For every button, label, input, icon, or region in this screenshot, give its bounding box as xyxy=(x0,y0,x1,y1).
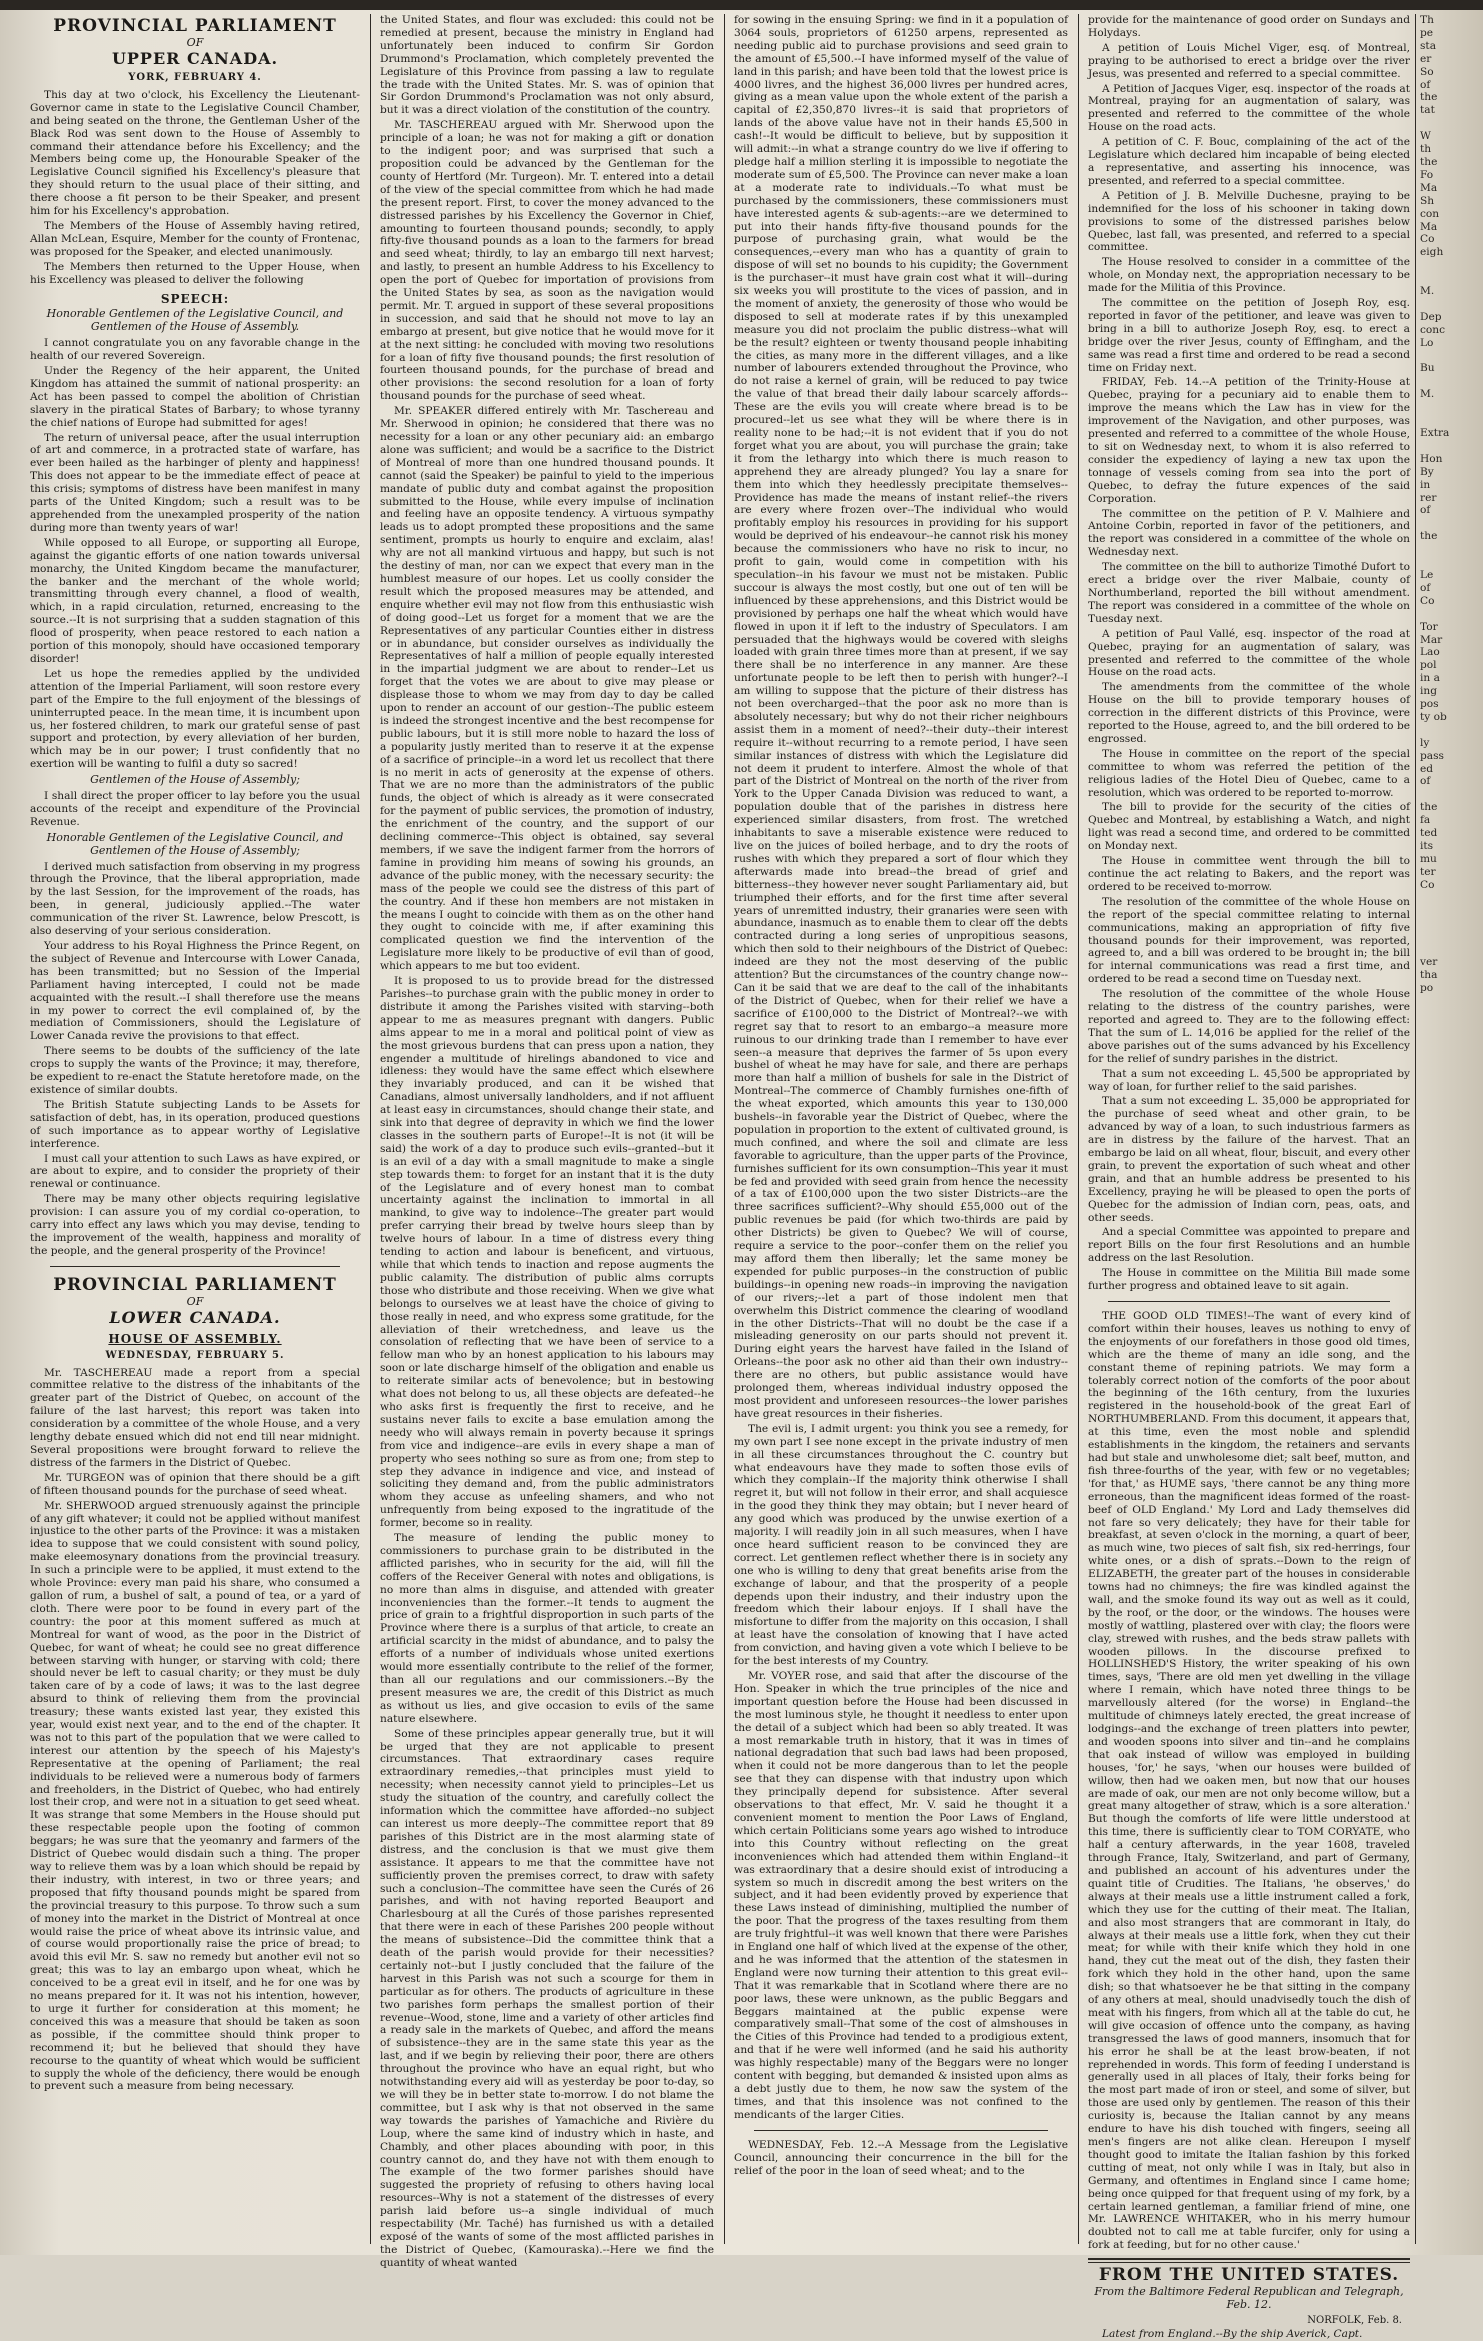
edge-fragment xyxy=(1420,1537,1483,1550)
edge-fragment xyxy=(1420,1098,1483,1111)
edge-fragment xyxy=(1420,1924,1483,1937)
edge-fragment xyxy=(1420,1460,1483,1473)
article-paragraph: The amendments from the committee of the whole House on the bill to provide temporary houses of correction in the different districts of this Province, were reported to the House, agreed to, and the bill ordered to be engrossed. xyxy=(1088,681,1410,745)
edge-fragment: Ma xyxy=(1420,220,1438,233)
speech-paragraph: There seems to be doubts of the sufficiency of the late crops to supply the wants of the Province; it may, therefore, be expedient to re-enact the Statute heretofore made, on the existence of similar doubts. xyxy=(30,1045,360,1096)
article-paragraph: That a sum not exceeding L. 35,000 be appropriated for the purchase of seed wheat and other grain, to be advanced by way of a loan, to such industrious farmers as are in distress by the failure of the harvest. That an embargo be laid on all wheat, flour, biscuit, and every other grain, to prevent the exportation of such wheat and other grain, and that an humble address be presented to his Excellency, praying he will be pleased to open the ports of Quebec for the admission of Indian corn, peas, oats, and other seeds. xyxy=(1088,1095,1410,1224)
edge-fragment: sta xyxy=(1420,39,1437,52)
article-paragraph: The committee on the petition of Joseph Roy, esq. reported in favor of the petitioner, and leave was given to bring in a bill to authorize Joseph Roy, esq. to erect a bridge over the river Jesus, county of Effingham, and the same was read a first time and ordered to be read a second time on Friday next. xyxy=(1088,297,1410,374)
edge-fragment: of xyxy=(1420,78,1431,91)
edge-fragment: Bu xyxy=(1420,362,1435,375)
edge-fragment xyxy=(1420,1292,1483,1305)
edge-fragment xyxy=(1420,1085,1483,1098)
edge-fragment xyxy=(1420,1059,1483,1072)
edge-fragment xyxy=(1420,1963,1483,1976)
edge-fragment xyxy=(1420,401,1483,414)
edge-fragment: conc xyxy=(1420,323,1446,336)
edge-fragment xyxy=(1420,930,1483,943)
edge-fragment xyxy=(1420,1989,1483,2002)
article-paragraph: That a sum not exceeding L. 45,500 be appropriated by way of loan, for further relief to the said parishes. xyxy=(1088,1067,1410,1093)
edge-fragment xyxy=(1420,724,1483,737)
article-paragraph: A Petition of Jacques Viger, esq. inspector of the roads at Montreal, praying for an augmentation of salary, was presented and referred to the committee of the whole House on the road acts. xyxy=(1088,82,1410,134)
edge-fragment xyxy=(1420,1008,1483,1021)
edge-fragment xyxy=(1420,272,1483,285)
edge-fragment xyxy=(1420,608,1483,621)
article-paragraph: The House in committee on the Militia Bill made some further progress and obtained leave to sit again. xyxy=(1088,1267,1410,1293)
edge-fragment: Th xyxy=(1420,14,1434,26)
article-paragraph: It is proposed to us to provide bread for the distressed Parishes--to purchase grain with the public money in order to distribute it among the Parishes visited with starving--both appear to me as measures pregnant with dangers. Public alms appear to me in a moral and political point of view as the most grievous burdens that can press upon a nation, they engender a multitude of hirelings abandoned to vice and idleness: they would have the same effect which elsewhere they invariably produced, and can it be wished that Canadians, almost universally landholders, and if not affluent at least easy in circumstances, should change their state, and sink into that degree of depravity in which we find the lower classes in the southern parts of Europe!--It is not (it will be said) the work of a day to produce such evils--granted--but it is an evil of a day with a small magnitude to make a single step towards them: to forget for an instant that it is the duty of the Legislature and of every honest man to combat uncertainty against the inclination to immortal in all mankind, to give way to indolence--The greater part would prefer carrying their bread by twelve hours sleep than by twelve hours of labour. In a time of distress every thing tending to action and labour is beneficent, and virtuous, while that which tends to inaction and repose augments the public calamity. The distribution of public alms corrupts those who distribute and those receiving. When we give what belongs to ourselves we at least have the choice of giving to those really in need, and who express some gratitude, for the alleviation of their wretchedness, and leave us the consolation of reflecting that we have been of service to a fellow man who by an honest application to his labours may soon or late discharge himself of the obligation and enable us to reiterate similar acts of benevolence; but in bestowing what does not belong to us, all these objects are defeated--he who asks first is frequently the first to receive, and he sustains never fails to excite a base emulation among the needy who will always remain in poverty because it springs from vice and indigence--are evils in every shape a man of property who sees nothing so sure as from one; from step to step they advance in indigence and vice, and instead of soliciting they demand and, from the public administrators whom they accuse as unfeeling shamers, and who not unfrequently from being exposed to the ingratitude of the former, become so in reality. xyxy=(380,975,714,1530)
edge-fragment: ed xyxy=(1420,762,1434,775)
edge-fragment xyxy=(1420,259,1483,272)
edge-fragment xyxy=(1420,1937,1483,1950)
edge-fragment: pass xyxy=(1420,749,1444,762)
edge-fragment xyxy=(1420,1498,1483,1511)
article-paragraph: Mr. VOYER rose, and said that after the discourse of the Hon. Speaker in which the true principles of the nice and important question before the House had been discussed in the most luminous style, he thought it needless to enter upon the detail of a subject which had been so ably treated. It was a most remarkable truth in history, that it was in times of national degradation that such bad laws had been proposed, when it could not be more dangerous than to let the people see that they can dispense with that industry upon which they principally depend for subsistence. After several observations to that effect, Mr. V. said he thought it a convenient moment to mention the Poor Laws of England, which certain Politicians some years ago wished to introduce into this Country without reflecting on the great inconveniences which had attended them within England--it was extraordinary that a desire should exist of introducing a system so much in discredit among the best writers on the subject, and it had been evidently proved by experience that these Laws instead of diminishing, multiplied the number of the poor. That the progress of the taxes resulting from them are truly frightful--it was well known that there were Parishes in England one half of which lived at the expense of the other, and he was informed that the attention of the statesmen in England were now turning their attention to this great evil--That it was remarkable that in Scotland where there are no poor laws, these were unknown, as the public Beggars and Beggars maintained at the public expense were comparatively small--That some of the cost of almshouses in the Cities of this Province had tended to a prodigious extent, and that if he were well informed (and he said his authority was highly respectable) many of the Beggars were no longer content with begging, but demanded & insisted upon alms as a debt justly due to them, he now saw the system of the times, and that this insolence was not confined to the mendicants of the larger Cities. xyxy=(734,1670,1068,2121)
column-3 xyxy=(734,14,1068,2249)
lower-canada-masthead xyxy=(30,1275,360,1327)
edge-fragment: of xyxy=(1420,775,1431,788)
edge-fragment xyxy=(1420,892,1483,905)
edge-fragment xyxy=(1420,1589,1483,1602)
edge-fragment xyxy=(1420,1227,1483,1240)
article-paragraph: Mr. TASCHEREAU argued with Mr. Sherwood upon the principle of a loan; he was not for making a gift or donation to the indigent poor; and was surprised that such a proposition could be advanced by the Gentleman for the county of Hertford (Mr. Turgeon). Mr. T. entered into a detail of the view of the special committee from which he had made the present report. First, to cover the money advanced to the distressed parishes by his Excellency the Governor in Chief, amounting to fourteen thousand pounds; secondly, to apply fifty-five thousand pounds as a loan to the farmers for bread and seed wheat; thirdly, to lay an embargo till next harvest; and lastly, to present an humble Address to his Excellency to open the port of Quebec for importation of provisions from the United States by sea, as soon as the navigation would permit. Mr. T. argued in support of these several propositions in succession, and said that he should not move to lay an embargo at present, but give notice that he would move for it at the next sitting: he concluded with moving two resolutions for a loan of fifty five thousand pounds; the first resolution of fourteen thousand pounds, for the purchase of bread and other provisions: the second resolution for a loan of forty thousand pounds for the purchase of seed wheat. xyxy=(380,119,714,403)
article-paragraph: the United States, and flour was excluded: this could not be remedied at present, because the ministry in England had unfortunately been induced to confirm Sir Gordon Drummond's Proclamation, which completely prevented the Legislature of this Province from passing a law to regulate the trade with the United States. Mr. S. was of opinion that Sir Gordon Drummond's Proclamation was not only absurd, but it was a direct violation of the constitution of the country. xyxy=(380,14,714,117)
masthead-line-1: PROVINCIAL PARLIAMENT xyxy=(53,1274,337,1295)
edge-fragment: Co xyxy=(1420,594,1435,607)
article-paragraph: Mr. SHERWOOD argued strenuously against the principle of any gift whatever; it could not be applied without manifest injustice to the other parts of the Province: it was a mistaken idea to suppose that we could consistent with sound policy, make eleemosynary donations from the provincial treasury. In such a principle were to be applied, it must extend to the whole Province: every man paid his share, who consumed a gallon of rum, a bushel of salt, a pound of tea, or a yard of cloth. There were poor to be found in every part of the country: the poor at this moment suffered as much at Montreal for want of wood, as the poor in the District of Quebec, for want of wheat; he could see no great difference between starving with hunger, or starving with cold; there should never be left to casual charity; or they must be duly taken care of by a code of laws; it was to the last degree absurd to think of relieving them from the provincial treasury; these wants existed last year, they existed this year, would exist next year, and to the end of the chapter. It was not to this part of the population that we were called to interest our attention by the speech of his Majesty's Representative at the opening of Parliament; the real individuals to be relieved were a numerous body of farmers and freeholders, in the District of Quebec, who had entirely lost their crop, and were not in a situation to get seed wheat. It was strange that some Members in the House should put these respectable people upon the footing of common beggars; he was sure that the yeomanry and farmers of the District of Quebec would disdain such a thing. The proper way to relieve them was by a loan which should be repaid by their industry, with interest, in two or three years; and proposed that fifty thousand pounds might be spared from the provincial treasury to this purpose. To throw such a sum of money into the market in the District of Montreal at once would raise the price of wheat above its intrinsic value, and of course would proportionally raise the price of bread; to avoid this evil Mr. S. saw no remedy but another evil not so great; this was to lay an embargo upon wheat, which he conceived to be a great evil in itself, and he for one was by no means prepared for it. It was not his intention, however, to urge it further for consideration at this moment; he conceived this was a measure that should be taken as soon as possible, if the committee should think proper to recommend it; but he believed that should they have recourse to the quantity of wheat which would be sufficient to supply the whole of the deficiency, there would be enough to prevent such a measure from being necessary. xyxy=(30,1499,360,2093)
edge-fragment xyxy=(1420,1279,1483,1292)
edge-fragment xyxy=(1420,1885,1483,1898)
edge-fragment: rer xyxy=(1420,491,1437,504)
masthead-line-3: UPPER CANADA. xyxy=(111,49,279,68)
edge-fragment xyxy=(1420,1472,1483,1485)
edge-fragment xyxy=(1420,1782,1483,1795)
edge-fragment: of xyxy=(1420,581,1431,594)
article-paragraph: The evil is, I admit urgent: you think you see a remedy, for my own part I see none except in the private industry of men in all these circumstances throughout the C. country but what endeavours have they made to soften those evils of which they complain--If the majority think otherwise I shall regret it, but will not follow in their error, and shall acquiesce in the good they think they may obtain; but I never heard of any good which was produced by the unwise exertion of a majority. I will readily join in all such measures, when I have once heard sufficient reason to be convinced they are correct. Let gentlemen reflect whether there is in society any one who is willing to deny that great benefits arise from the exchange of labour, and that the prosperity of a people depends upon their industry, and their industry upon the freedom which their labour enjoys. If I shall have the misfortune to differ from the majority on this occasion, I shall at least have the consolation of knowing that I have acted from conviction, and having given a vote which I believe to be for the best interests of my Country. xyxy=(734,1422,1068,1668)
article-paragraph: Mr. TASCHEREAU made a report from a special committee relative to the distress of the inhabitants of the greater part of the District of Quebec, on account of the failure of the last harvest; this report was taken into consideration by a committee of the whole House, and a very lengthy debate ensued which did not end till near midnight. Several propositions were brought forward to relieve the distress of the farmers in the District of Quebec. xyxy=(30,1366,360,1469)
speech-paragraph: The return of universal peace, after the usual interruption of art and commerce, in a protracted state of warfare, has ever been hailed as the harbinger of plenty and happiness! This does not appear to be the immediate effect of peace at this crisis; symptoms of distress have been manifest in many parts of the United Kingdom; such a result was to be apprehended from the unexampled prosperity of the nation during more than twenty years of war! xyxy=(30,431,360,534)
house-of-assembly-heading: HOUSE OF ASSEMBLY. xyxy=(108,1331,282,1346)
edge-fragment xyxy=(1420,1163,1483,1176)
norfolk-dateline: NORFOLK, Feb. 8. xyxy=(1307,2314,1402,2326)
edge-fragment: er xyxy=(1420,52,1432,65)
article-paragraph: The committee on the bill to authorize Timothé Dufort to erect a bridge over the river Malbaie, county of Northumberland, reported the bill without amendment. The report was considered in a committee of the whole on Tuesday next. xyxy=(1088,561,1410,625)
edge-fragment xyxy=(1420,1343,1483,1356)
edge-fragment xyxy=(1420,1873,1483,1886)
speech-paragraph: While opposed to all Europe, or supporting all Europe, against the gigantic efforts of one nation towards universal monarchy, the United Kingdom became the manufacturer, the banker and the merchant of the whole world; transmitting through every channel, a flood of wealth, which, in a rapid circulation, returned, encreasing to the source.--It is not surprising that a sudden stagnation of this flood of prosperity, when peace restored to each nation a portion of this monopoly, should have occasioned temporary disorder! xyxy=(30,536,360,665)
article-paragraph: This day at two o'clock, his Excellency the Lieutenant-Governor came in state to the Legislative Council Chamber, and being seated on the throne, the Gentleman Usher of the Black Rod was sent down to the House of Assembly to command their attendance before his Excellency; and the Members being come up, the Honourable Speaker of the Legislative Council signified his Excellency's pleasure that they should return to the usual place of their sitting, and there choose a fit person to be their Speaker, and present him for his Excellency's approbation. xyxy=(30,88,360,218)
article-paragraph: The resolution of the committee of the whole House relating to the distress of the country parishes, were reported and agreed to. They are to the following effect: That the sum of L. 14,016 be applied for the relief of the above parishes out of the sums advanced by his Excellency for the relief of sundry parishes in the district. xyxy=(1088,988,1410,1065)
edge-fragment: mu xyxy=(1420,852,1437,865)
edge-fragment: Ma xyxy=(1420,181,1438,194)
edge-fragment: Dep xyxy=(1420,310,1442,323)
article-paragraph: Mr. SPEAKER differed entirely with Mr. Taschereau and Mr. Sherwood in opinion; he considered that there was no necessity for a loan or any other pecuniary aid: an embargo alone was sufficient; and would be a sacrifice to the District of Montreal of more than one hundred thousand pounds. It cannot (said the Speaker) be painful to yield to the imperious mandate of public duty and combat against the proposition submitted to the House, while every impulse of inclination and feeling have an opposite tendency. A virtuous sympathy leads us to adopt prompted these propositions and the same sentiment, prompts us hourly to enquire and exclaim, alas! why are not all mankind virtuous and happy, but such is not the destiny of man, nor can we expect that every man in the humblest measure of our hopes. Let us coolly consider the result which the proposed measures may be attended, and enquire whether evil may not flow from this enthusiastic wish of doing good--Let us forget for a moment that we are the Representatives of any particular Counties either in distress or in abundance, but consider ourselves as individually the Representatives of half a million of people equally interested in the impartial judgment we are about to render--Let us forget that the votes we are about to give may please or displease those to whom we may from day to day be called upon to render an account of our gestion--The public esteem is indeed the strongest incentive and the best recompense for public labours, but it is still more noble to hazard the loss of a popularity justly merited than to reserve it at the expense of a sacrifice of principle--in a word let us recollect that there is no merit in acts of generosity at the expense of others. That we are no more than the administrators of the public funds, the object of which is already as it were consecrated for the payment of public services, the promotion of industry, the enrichment of the country, and the support of our declining commerce--This object is obtained, say several members, if we save the indigent farmer from the horrors of famine in providing him means of sowing his grounds, an advance of the public money, with the necessary security: the mass of the people we could see the distress of this part of the country. And if these hon members are not mistaken in the means I ought to coincide with them as on the other hand they ought to coincide with me, if after examining this complicated question we find the intervention of the Legislature more likely to be productive of evil than of good, which appears to me but too evident. xyxy=(380,405,714,973)
column-1 xyxy=(30,14,360,2249)
article-paragraph: And a special Committee was appointed to prepare and report Bills on the four first Resolutions and an humble address on the last Resolution. xyxy=(1088,1226,1410,1265)
article-paragraph: The Members then returned to the Upper House, when his Excellency was pleased to deliver the following xyxy=(30,260,360,286)
dateline-wednesday: WEDNESDAY, FEBRUARY 5. xyxy=(105,1349,285,1361)
column-rule xyxy=(1078,14,1079,2244)
article-paragraph: A petition of C. F. Bouc, complaining of the act of the Legislature which declared him incapable of being elected a representative, and asserting his innocence, was presented, and referred to a special committee. xyxy=(1088,136,1410,187)
edge-fragment xyxy=(1420,917,1483,930)
edge-fragment xyxy=(1420,375,1483,388)
edge-fragment xyxy=(1420,1201,1483,1214)
edge-fragment xyxy=(1420,1705,1483,1718)
edge-fragment xyxy=(1420,1821,1483,1834)
section-divider xyxy=(50,1266,340,1267)
edge-fragment xyxy=(1420,1188,1483,1201)
masthead-line-1: PROVINCIAL PARLIAMENT xyxy=(53,16,337,36)
edge-fragment xyxy=(1420,1047,1483,1060)
edge-fragment xyxy=(1420,1434,1483,1447)
edge-fragment xyxy=(1420,1137,1483,1150)
edge-fragment xyxy=(1420,1756,1483,1769)
edge-fragment: its xyxy=(1420,840,1434,852)
edge-fragment xyxy=(1420,1369,1483,1382)
edge-fragment xyxy=(1420,1266,1483,1279)
edge-fragment xyxy=(1420,1447,1483,1460)
edge-fragment xyxy=(1420,1692,1483,1705)
article-paragraph: The Members of the House of Assembly having retired, Allan McLean, Esquire, Member for the county of Frontenac, was proposed for the Speaker, and elected unanimously. xyxy=(30,219,360,258)
edge-fragment: Lo xyxy=(1420,336,1434,349)
edge-fragment xyxy=(1420,905,1483,918)
edge-fragment xyxy=(1420,1769,1483,1782)
column-2 xyxy=(380,14,714,2269)
speech-paragraph: The British Statute subjecting Lands to be Assets for satisfaction of debt, has, in its operation, produced questions of such importance as to appear worthy of Legislative interference. xyxy=(30,1098,360,1150)
edge-fragment: Le xyxy=(1420,568,1434,581)
edge-fragment xyxy=(1420,1021,1483,1034)
edge-fragment xyxy=(1420,1576,1483,1589)
edge-fragment xyxy=(1420,1950,1483,1963)
edge-fragment xyxy=(1420,440,1483,453)
edge-fragment xyxy=(1420,1614,1483,1627)
speech-heading: SPEECH: xyxy=(160,291,230,306)
edge-fragment xyxy=(1420,1731,1483,1744)
edge-fragment: W xyxy=(1420,130,1431,143)
article-paragraph: A petition of Paul Vallé, esq. inspector of the road at Quebec, praying for an augmentation of salary, was presented and referred to the committee of the whole House on the road acts. xyxy=(1088,627,1410,679)
edge-fragment: M. xyxy=(1420,388,1435,401)
edge-fragment xyxy=(1420,1666,1483,1679)
edge-fragment xyxy=(1420,1214,1483,1227)
article-paragraph: Mr. TURGEON was of opinion that there should be a gift of fifteen thousand pounds for the purchase of seed wheat. xyxy=(30,1471,360,1497)
edge-fragment xyxy=(1420,1563,1483,1576)
article-paragraph: A Petition of J. B. Melville Duchesne, praying to be indemnified for the loss of his schooner in taking down provisions to some of the distressed parishes below Quebec, last fall, was presented, and referred to a special committee. xyxy=(1088,189,1410,254)
edge-fragment xyxy=(1420,298,1483,311)
edge-fragment xyxy=(1420,1356,1483,1369)
edge-fragment: By xyxy=(1420,465,1434,478)
edge-fragment xyxy=(1420,1653,1483,1666)
edge-fragment: tha xyxy=(1420,969,1438,982)
edge-fragment: Hon xyxy=(1420,452,1443,465)
speech-paragraph: I shall direct the proper officer to lay before you the usual accounts of the receipt and expenditure of the Provincial Revenue. xyxy=(30,790,360,828)
edge-fragment: fa xyxy=(1420,814,1431,827)
edge-fragment xyxy=(1420,1408,1483,1421)
edge-fragment: M. xyxy=(1420,285,1435,298)
article-paragraph: A petition of Louis Michel Viger, esq. of Montreal, praying to be authorised to erect a bridge over the river Jesus, was presented and referred to a special committee. xyxy=(1088,41,1410,80)
edge-fragment: the xyxy=(1420,801,1438,814)
speech-paragraph: I must call your attention to such Laws as have expired, or are about to expire, and to consider the propriety of their renewal or continuance. xyxy=(30,1152,360,1191)
edge-fragment xyxy=(1420,1847,1483,1860)
edge-fragment xyxy=(1420,1253,1483,1266)
dateline-york: YORK, FEBRUARY 4. xyxy=(128,72,262,83)
edge-fragment xyxy=(1420,1627,1483,1640)
edge-fragment xyxy=(1420,1718,1483,1731)
edge-fragment: pol xyxy=(1420,659,1437,672)
edge-fragment xyxy=(1420,1743,1483,1756)
article-paragraph: FRIDAY, Feb. 14.--A petition of the Trinity-House at Quebec, praying for a pecuniary aid to enable them to improve the means which the Law has in view for the improvement of the Navigation, and other purposes, was presented and referred to a committee of the whole House, to sit on Wednesday next, to whom it is also referred to consider the expediency of laying a new tax upon the tonnage of vessels coming from sea into the port of Quebec, to defray the future expences of the said Corporation. xyxy=(1088,376,1410,505)
article-paragraph: provide for the maintenance of good order on Sundays and Holydays. xyxy=(1088,14,1410,39)
edge-fragment xyxy=(1420,1034,1483,1047)
edge-fragment xyxy=(1420,543,1483,556)
edge-fragment xyxy=(1420,1601,1483,1614)
edge-fragment xyxy=(1420,1808,1483,1821)
edge-fragment xyxy=(1420,1679,1483,1692)
edge-fragment xyxy=(1420,1330,1483,1343)
edge-fragment: of xyxy=(1420,504,1431,517)
edge-fragment xyxy=(1420,1485,1483,1498)
edge-fragment: Co xyxy=(1420,878,1435,891)
clipped-edge-column xyxy=(1420,14,1483,2249)
edge-fragment: Mar xyxy=(1420,633,1443,646)
edge-fragment xyxy=(1420,1382,1483,1395)
speech-address: Gentlemen of the House of Assembly; xyxy=(90,773,300,787)
article-paragraph: The House in committee on the report of the special committee to whom was referred the petition of the religious ladies of the Hotel Dieu of Quebec, came to a resolution, which was ordered to be reported to-morrow. xyxy=(1088,747,1410,799)
edge-fragment: the xyxy=(1420,155,1438,168)
latest-from-england: Latest from England.--By the ship Averick, Capt. xyxy=(1102,2327,1363,2340)
edge-fragment xyxy=(1420,1150,1483,1163)
edge-fragment xyxy=(1420,517,1483,530)
edge-fragment: th xyxy=(1420,143,1432,156)
article-paragraph: The committee on the petition of P. V. Malhiere and Antoine Corbin, reported in favor of the petitioners, and the report was considered in a committee of the whole on Wednesday next. xyxy=(1088,507,1410,559)
edge-fragment xyxy=(1420,1834,1483,1847)
edge-fragment: Co xyxy=(1420,233,1435,246)
column-rule xyxy=(724,14,725,2244)
edge-fragment xyxy=(1420,1911,1483,1924)
edge-fragment: ver xyxy=(1420,956,1438,969)
article-paragraph: The resolution of the committee of the whole House on the report of the special committee relating to internal communications, making an appropriation of fifty five thousand pounds for their improvement, was reported, agreed to, and a bill was ordered to be brought in; the bill for internal communications was read a first time, and ordered to be read a second time on Tuesday next. xyxy=(1088,895,1410,986)
united-states-heading: FROM THE UNITED STATES. xyxy=(1098,2265,1400,2286)
edge-fragment xyxy=(1420,995,1483,1008)
edge-fragment: ing xyxy=(1420,685,1437,698)
edge-fragment: eigh xyxy=(1420,246,1444,259)
section-divider xyxy=(1108,1301,1390,1302)
article-paragraph: The bill to provide for the security of the cities of Quebec and Montreal, by establishing a Watch, and night light was read a second time, and ordered to be committed on Monday next. xyxy=(1088,801,1410,853)
edge-fragment xyxy=(1420,117,1483,130)
united-states-source: From the Baltimore Federal Republican and Telegraph, Feb. 12. xyxy=(1094,2285,1404,2311)
edge-fragment: Lao xyxy=(1420,646,1440,659)
edge-fragment: the xyxy=(1420,91,1438,104)
masthead-line-2: OF xyxy=(186,36,204,49)
edge-fragment xyxy=(1420,1795,1483,1808)
edge-fragment xyxy=(1420,1395,1483,1408)
column-rule xyxy=(370,14,371,2244)
edge-fragment xyxy=(1420,1318,1483,1331)
edge-fragment xyxy=(1420,414,1483,427)
edge-fragment: ty ob xyxy=(1420,710,1447,723)
edge-fragment: ly xyxy=(1420,736,1430,749)
edge-fragment: the xyxy=(1420,530,1438,543)
edge-fragment xyxy=(1420,1860,1483,1873)
upper-canada-masthead xyxy=(30,16,360,68)
edge-fragment xyxy=(1420,1176,1483,1189)
edge-fragment xyxy=(1420,1511,1483,1524)
masthead-line-3: LOWER CANADA. xyxy=(109,1307,281,1327)
article-paragraph: for sowing in the ensuing Spring: we find in it a population of 3064 souls, proprietors of 61250 arpens, represented as needing public aid to purchase provisions and seed grain to the amount of £5,500.--I have informed myself of the value of land in this parish; and have been told that the lowest price is 4000 livres, and the highest 36,000 livres per hundred acres, giving as a mean value upon the whole extent of the parish a capital of £2,350,870 livres--it is said that proprietors of lands of the above value have not in their hands £5,500 in cash!--It would be difficult to believe, but by supposition it will admit:--in what a strange country do we live if offering to pledge half a million sterling it is impossible to negotiate the moderate sum of £5,500. The Province can never make a loan at a moderate rate to individuals.--To what must be purchased by the commissioners, these commissioners must have interested agents & sub-agents:--are we determined to put into their hands fifty-five thousand pounds for the purpose of purchasing grain, what would be the consequences,--every man who has a quantity of grain to dispose of will set no bounds to his cupidity; the Government is the purchaser--it must have grain cost what it will--during six weeks you will prostitute to the vices of passion, and in the moment of anxiety, the generosity of those who would be disposed to sell at moderate rates if by this unexampled measure you did not proclaim the public distress--what will be the result? eighteen or twenty thousand people inhabiting the cities, as many more in the different villages, and a like number of labourers extended throughout the Province, who do not raise a kernel of grain, will be reduced to pay twice the value of that bread their daily labour scarcely affords--These are the evils you will create where bread is to be procured--let us see what they will be where there is in reality none to be had;--it is not evident that if you do not forget what you are about, you will purchase the grain; take it from the lethargy into which there is much reason to apprehend they are already plunged? You lay a snare for them into which they heedlessly precipitate themselves--Providence has made the means of instant relief--the rivers are every where frozen over--The individual who would profitably employ his resources in providing for his support would be deprived of his endeavour--he cannot risk his money because the commissioners who have no risk to incur, no profit to gain, would come in competition with his speculation--in his favour we must not be mistaken. Public succour is always the most costly, but one out of ten will be influenced by these apprehensions, and this District would be provisioned by perhaps one half the wheat which would have flowed in upon it if left to the industry of Speculators. I am persuaded that the highways would be covered with sleighs loaded with grain three times more than at present, if we say there shall be no interference in any manner. Are these unfortunate people to be left then to perish with hunger?--I am willing to suppose that the picture of their distress has not been overcharged--that the poor ask no more than is absolutely necessary; but why do not their richer neighbours assist them in a moment of need?--their duty--their interest require it--without recurring to a remote period, I have seen similar instances of distress with which the Legislature did not deem it prudent to interfere. Almost the whole of that part of the District of Montreal on the north of the river from York to the Upper Canada Division was reduced to want, a population double that of the parishes in distress here experienced similar disasters, from frost. The wretched inhabitants to save a miserable existence were reduced to live on the juices of boiled herbage, and to dry the roots of rushes with which they prepared a sort of flour which they afterwards made into bread--the bread of grief and bitterness--they however never sought Parliamentary aid, but triumphed their efforts, and for the first time after several years of unremitted industry, their granaries were seen with abundance, inasmuch as to enable them to clear off the debts contracted during a long series of unpropitious seasons, which then sold to their neighbours of the District of Quebec: indeed are they not the most deserving of the public attention? But the circumstances of the country change now--Can it be said that we are deaf to the call of the inhabitants of the District of Quebec, when for their relief we have a sacrifice of £100,000 to the District of Montreal?--we with regret say that to resort to an embargo--a measure more ruinous to our drinking trade than I remember to have ever seen--a measure that deprives the farmer of 5s upon every bushel of wheat he may have for sale, and there are perhaps more than half a million of bushels for sale in the District of Montreal--The commerce of Chambly furnishes one-fifth of the wheat exported, which amounts this year to 130,000 bushels--in favorable year the District of Quebec, where the population in proportion to the extent of cultivated ground, is much confined, and where the soil and climate are less favorable to agriculture, than the upper parts of the Province, furnishes sufficient for its own consumption--This year it must be fed and provided with seed grain from hence the necessity of a tax of £100,000 upon the two sister Districts--are the three sacrifices sufficient?--Why should £55,000 out of the public revenues be paid (for which two-thirds are paid by other Districts) be given to Quebec? We will of course, require a service to the poor--confer them on the relief you may afford them then liberally; let the same money be expended for public purposes--in the construction of public buildings--in opening new roads--in improving the navigation of our rivers;--let a part of those indolent men that overwhelm this District commence the clearing of woodland in the other Districts--That will no doubt be the case if a misleading generosity on our parts should not prevent it. During eight years the harvest have failed in the Island of Orleans--the poor ask no other aid than their own industry--there are no others, but public assistance would have prolonged them, whereas individual industry opposed the most provident and unforeseen resources--the lower parishes have great resources in their fisheries. xyxy=(734,14,1069,1420)
good-old-times-article: THE GOOD OLD TIMES!--The want of every kind of comfort within their houses, leaves us nothing to envy of the enjoyments of our forefathers in those good old times, which are the theme of many an idle song, and the constant theme of repining patriots. We may form a tolerably correct notion of the comforts of the poor about the beginning of the 16th century, from the luxuries registered in the household-book of the great Earl of NORTHUMBERLAND. From this document, it appears that, at this time, even the most noble and splendid establishments in the kingdom, the retainers and servants had but stale and unwholesome diet; salt beef, mutton, and fish three-fourths of the year, with few or no vegetables; 'for that,' as HUME says, 'there cannot be any thing more erroneous, than the magnificent ideas formed of the roast-beef of OLD England.' My Lord and Lady themselves did not fare so very delicately; they have for their table for breakfast, at seven o'clock in the morning, a quart of beer, as much wine, two pieces of salt fish, six red-herrings, four white ones, or a dish of sprats.--Down to the reign of ELIZABETH, the greater part of the houses in considerable towns had no chimneys; the fire was kindled against the wall, and the smoke found its way out as well as it could, by the roof, or the door, or the windows. The houses were mostly of wattling, plastered over with clay; the floors were clay, strewed with rushes, and the beds straw pallets with wooden pillows. In the discourse prefixed to HOLLINSHED'S History, the writer speaking of his own times, says, 'There are old men yet dwelling in the village where I remain, which have noted three things to be marvellously altered (for the worse) in England--the multitude of chimneys lately erected, the great increase of lodgings--and the exchange of treen platters into pewter, and wooden spoons into silver and tin--and he complains that oak instead of willow was employed in building houses, 'for,' he says, 'when our houses were builded of willow, then had we oaken men, but now that our houses are made of oak, our men are not only become willow, but a great many altogether of straw, which is a sore alteration.' But though the comforts of life were little understood at this time, there is sufficiently clear to TOM CORYATE, who half a century afterwards, in the year 1608, traveled through France, Italy, Switzerland, and part of Germany, and published an account of his adventures under the quaint title of Crudities. The Italians, 'he observes,' do always at their meals use a little instrument called a fork, which they use for the cutting of their meat. The Italian, and also most strangers that are commorant in Italy, do always at their meals use a little fork, when they cut their meat; for while with their knife which they hold in one hand, they cut the meat out of the dish, they fasten their fork which they hold in the other hand, upon the same dish; so that whatsoever he be that sitting in the company of any others at meal, should unadvisedly touch the dish of meat with his fingers, from which all at the table do cut, he will give occasion of offence unto the company, as having transgressed the laws of good manners, insomuch that for his error he shall be at the least brow-beaten, if not reprehended in words. This form of feeding I understand is generally used in all places of Italy, their forks being for the most part made of iron or steel, and some of silver, but those are used only by gentlemen. The reason of this their curiosity is, because the Italian cannot by any means endure to have his dish touched with fingers, seeing all men's fingers are not alike clean. Hereupon I myself thought good to imitate the Italian fashion by this forked cutting of meat, not only while I was in Italy, but also in Germany, and oftentimes in England since I came home; being once quipped for that frequent using of my fork, by a certain learned gentleman, a familiar friend of mine, one Mr. LAWRENCE WHITAKER, who in his merry humour doubted not to call me at table furcifer, only for using a fork at feeding, but for no other cause.' xyxy=(1088,1310,1411,2252)
speech-address: Honorable Gentlemen of the Legislative Council, and Gentlemen of the House of Assembly. xyxy=(46,307,344,334)
section-divider xyxy=(754,2130,1048,2131)
edge-fragment xyxy=(1420,1111,1483,1124)
article-paragraph: The House in committee went through the bill to continue the act relating to Bakers, and the report was ordered to be received to-morrow. xyxy=(1088,855,1410,893)
speech-paragraph: There may be many other objects requiring legislative provision: I can assure you of my cordial co-operation, to carry into effect any laws which you may devise, tending to the improvement of the wealth, happiness and morality of the people, and the general prosperity of the Province! xyxy=(30,1193,360,1257)
edge-fragment xyxy=(1420,1124,1483,1137)
edge-fragment xyxy=(1420,556,1483,569)
edge-fragment xyxy=(1420,1421,1483,1434)
edge-fragment xyxy=(1420,1072,1483,1085)
speech-address: Honorable Gentlemen of the Legislative Council, and Gentlemen of the House of Assembly; xyxy=(46,830,344,857)
edge-fragment xyxy=(1420,1640,1483,1653)
article-paragraph: The House resolved to consider in a committee of the whole, on Monday next, the appropriation necessary to be made for the Militia of this Province. xyxy=(1088,256,1410,295)
edge-fragment: Fo xyxy=(1420,168,1434,181)
edge-fragment: Extra xyxy=(1420,427,1450,439)
edge-fragment: pos xyxy=(1420,698,1439,711)
article-paragraph: The measure of lending the public money to commissioners to purchase grain to be distributed in the afflicted parishes, who in security for the aid, will fill the coffers of the Receiver General with notes and obligations, is no more than alms in disguise, and attended with greater inconveniencies than the former.--It tends to augment the price of grain to a frightful disproportion in such parts of the Province where there is a surplus of that article, to create an artificial scarcity in the midst of abundance, and to palsy the efforts of a number of individuals whose united exertions would more essentially contribute to the relief of the former, than all our regulations and our commissioners.--By the present measures we are, the credit of this District as much as without us lies, and give occasion to evils of the same nature elsewhere. xyxy=(380,1532,714,1725)
edge-fragment xyxy=(1420,1550,1483,1563)
edge-fragment: ted xyxy=(1420,827,1438,840)
edge-fragment: con xyxy=(1420,207,1440,220)
double-rule xyxy=(1088,2258,1410,2263)
edge-fragment xyxy=(1420,1898,1483,1911)
edge-fragment xyxy=(1420,1240,1483,1253)
edge-fragment xyxy=(1420,1305,1483,1318)
edge-fragment xyxy=(1420,788,1483,801)
edge-fragment xyxy=(1420,350,1483,363)
speech-paragraph: Under the Regency of the heir apparent, the United Kingdom has attained the summit of national prosperity: an Act has been passed to compel the abolition of Christian slavery in the piratical States of Barbary; to whose tyranny the chief nations of Europe had submitted for ages! xyxy=(30,365,360,429)
edge-fragment: Tor xyxy=(1420,620,1438,633)
column-4 xyxy=(1088,14,1411,2340)
edge-fragment: po xyxy=(1420,981,1434,994)
speech-paragraph: I derived much satisfaction from observing in my progress through the Province, that the liberal appropriation, made by the last Session, for the improvement of the roads, has been, in general, judiciously applied.--The water communication of the river St. Lawrence, below Prescott, is also deserving of your serious consideration. xyxy=(30,860,360,938)
speech-paragraph: Let us hope the remedies applied by the undivided attention of the Imperial Parliament, will soon restore every part of the Empire to the full enjoyment of the blessings of uninterrupted peace. In the mean time, it is incumbent upon us, her fostered children, to mark our grateful sense of past support and protection, by every alleviation of her burden, which may be in our power; I trust confidently that no exertion will be wanting to fulfil a duty so sacred! xyxy=(30,667,360,771)
speech-paragraph: I cannot congratulate you on any favorable change in the health of our revered Sovereign. xyxy=(30,337,360,363)
edge-fragment: ter xyxy=(1420,865,1436,878)
column-rule xyxy=(1415,14,1416,2244)
edge-fragment xyxy=(1420,943,1483,956)
edge-fragment: tat xyxy=(1420,104,1435,117)
edge-fragment xyxy=(1420,1976,1483,1989)
edge-fragment: in xyxy=(1420,478,1431,491)
edge-fragment: Sh xyxy=(1420,194,1435,207)
article-paragraph: WEDNESDAY, Feb. 12.--A Message from the Legislative Council, announcing their concurrence in the bill for the relief of the poor in the loan of seed wheat; and to the xyxy=(734,2138,1068,2177)
edge-fragment: pe xyxy=(1420,26,1434,39)
masthead-line-2: OF xyxy=(186,1294,204,1308)
edge-fragment: So xyxy=(1420,65,1434,78)
article-paragraph: Some of these principles appear generally true, but it will be urged that they are not applicable to present circumstances. That extraordinary cases require extraordinary remedies,--that principles must yield to necessity; when necessity cannot yield to principles--Let us study the situation of the country, and carefully collect the information which the committee have afforded--no subject can interest us more deeply--The committee report that 89 parishes of this District are in the most alarming state of distress, and the conclusion is that we must give them assistance. It appears to me that the committee have not sufficiently proven the premises correct, to draw with safety such a conclusion--The committee have seen the Curés of 26 parishes, and with not having reported Beauport and Charlesbourg at all the Curés of those parishes represented that there were in each of these Parishes 200 people without the means of subsistence--Did the committee think that a death of the parish would provide for their necessities? certainly not--but I justly concluded that the failure of the harvest in this Parish was not such a scourge for them in particular as for others. The products of agriculture in these two parishes form perhaps the smallest portion of their revenue--Wood, stone, lime and a variety of other articles find a ready sale in the markets of Quebec, and afford the means of subsistence--they are in the same state this year as the last, and if we begin by relieving their poor, there are others throughout the province who have an equal right, but who notwithstanding every aid will as yesterday be poor to-day, so we will they be in better state to-morrow. I do not blame the committee, but I ask why is that not observed in the same way towards the parishes of Yamachiche and Rivière du Loup, where the same kind of industry which in haste, and Chambly, and other places abounding with poor, in this country cannot do, and they have not with them enough to The example of the two former parishes should have suggested the propriety of refusing to others having local resources--Why is not a statement of the distresses of every parish laid before us--a single individual of much respectability (Mr. Taché) has furnished us with a detailed exposé of the wants of some of the most afflicted parishes in the District of Quebec, (Kamouraska).--Here we find the quantity of wheat wanted xyxy=(380,1727,714,2269)
speech-paragraph: Your address to his Royal Highness the Prince Regent, on the subject of Revenue and Intercourse with Lower Canada, has been transmitted; but no Session of the Imperial Parliament having intercepted, I could not be made acquainted with the result.--I shall therefore use the means in my power to correct the evil complained of, by the mediation of Commissioners, should the Legislature of Lower Canada revive the provisions to that effect. xyxy=(30,940,360,1043)
top-margin-bar xyxy=(0,0,1483,10)
edge-fragment: in a xyxy=(1420,672,1440,685)
edge-fragment xyxy=(1420,1524,1483,1537)
